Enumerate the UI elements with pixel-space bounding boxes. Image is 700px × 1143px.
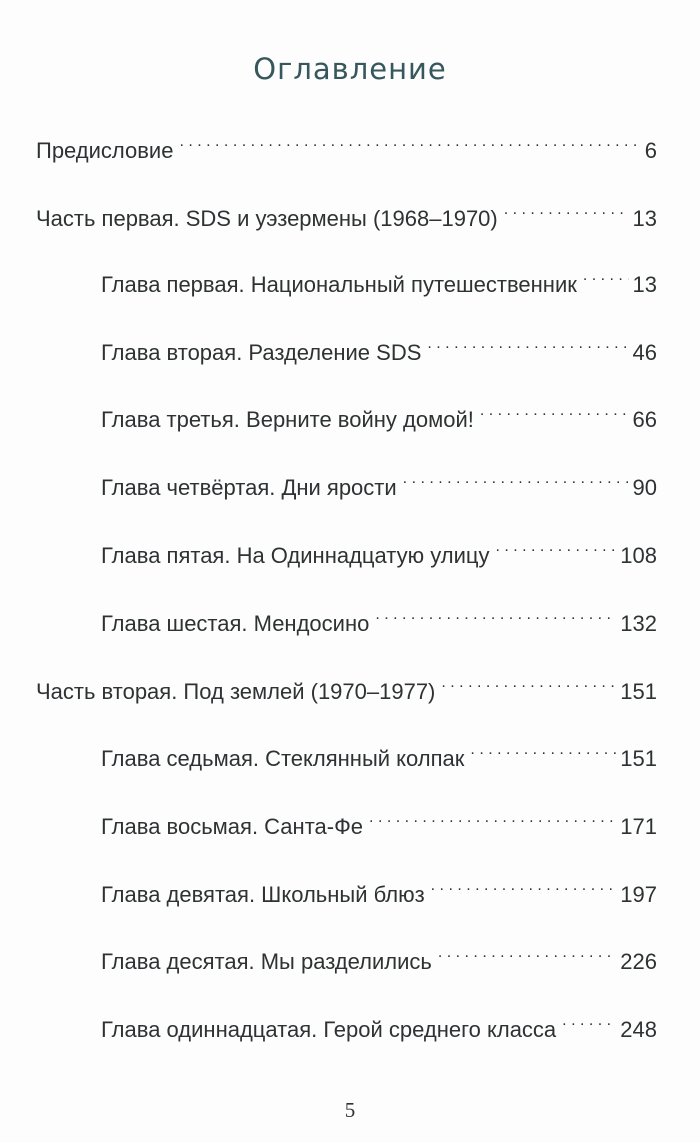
- dot-leader: [583, 260, 629, 292]
- toc-entry-title: Глава одиннадцатая. Герой среднего класса: [101, 1017, 557, 1042]
- toc-entry-page: 171: [620, 814, 657, 839]
- toc-entry: [101, 937, 657, 974]
- toc-entry-title: Глава шестая. Мендосино: [101, 611, 370, 636]
- toc-entry-title: Глава десятая. Мы разделились: [101, 949, 432, 974]
- toc-entry-page: 248: [620, 1017, 657, 1042]
- toc-entry-page: 13: [632, 206, 657, 231]
- dot-leader: [562, 1005, 616, 1037]
- page-number: 5: [344, 1098, 356, 1122]
- toc-entry-title: Глава пятая. На Одиннадцатую улицу: [101, 543, 490, 568]
- toc-entry-page: 6: [644, 138, 657, 163]
- toc-entry: [101, 802, 657, 839]
- toc-entry-title: Глава третья. Верните войну домой!: [101, 407, 474, 432]
- toc-entry: [101, 531, 657, 568]
- toc-entry: [101, 328, 657, 365]
- toc-entry-title: Глава четвёртая. Дни ярости: [101, 475, 397, 500]
- toc-entry: [101, 599, 657, 636]
- dot-leader: [504, 194, 629, 226]
- dot-leader: [403, 463, 629, 495]
- toc-entry-title: Глава девятая. Школьный блюз: [101, 882, 425, 907]
- toc-entry-title: Глава восьмая. Санта-Фе: [101, 814, 364, 839]
- toc-entry: [101, 1005, 657, 1042]
- toc-entry-title: Глава вторая. Разделение SDS: [101, 340, 422, 365]
- dot-leader: [495, 531, 616, 563]
- toc-entry-page: 226: [620, 949, 657, 974]
- dot-leader: [470, 734, 616, 766]
- toc-entry: [101, 260, 657, 297]
- toc-entry-title: Часть вторая. Под землей (1970–1977): [36, 679, 436, 704]
- dot-leader: [438, 937, 616, 969]
- toc-entry: [101, 463, 657, 500]
- toc-entry-page: 197: [620, 882, 657, 907]
- toc-entry-page: 151: [620, 746, 657, 771]
- dot-leader: [480, 395, 629, 427]
- dot-leader: [431, 870, 617, 902]
- toc-entry-page: 151: [620, 679, 657, 704]
- toc-entry-page: 66: [632, 407, 657, 432]
- dot-leader: [369, 802, 616, 834]
- toc-entry-title: Глава первая. Национальный путешественник: [101, 272, 577, 297]
- toc-entry-title: Часть первая. SDS и уэзермены (1968–1970): [36, 206, 498, 231]
- toc-entry: [101, 734, 657, 771]
- toc-entry-title: Предисловие: [36, 138, 174, 163]
- toc-entry: [101, 395, 657, 432]
- dot-leader: [427, 328, 628, 360]
- toc-entry: [36, 667, 657, 704]
- dot-leader: [179, 126, 640, 158]
- toc-entry: [36, 126, 657, 163]
- toc-entry-page: 90: [632, 475, 657, 500]
- toc-entry: [36, 194, 657, 231]
- dot-leader: [441, 667, 616, 699]
- toc-entry-page: 108: [620, 543, 657, 568]
- toc-entry-page: 13: [632, 272, 657, 297]
- toc-entry-title: Глава седьмая. Стеклянный колпак: [101, 746, 465, 771]
- toc-heading: Оглавление: [253, 52, 447, 86]
- toc-entry: [101, 870, 657, 907]
- dot-leader: [375, 599, 616, 631]
- toc-entry-page: 46: [632, 340, 657, 365]
- toc-entry-page: 132: [620, 611, 657, 636]
